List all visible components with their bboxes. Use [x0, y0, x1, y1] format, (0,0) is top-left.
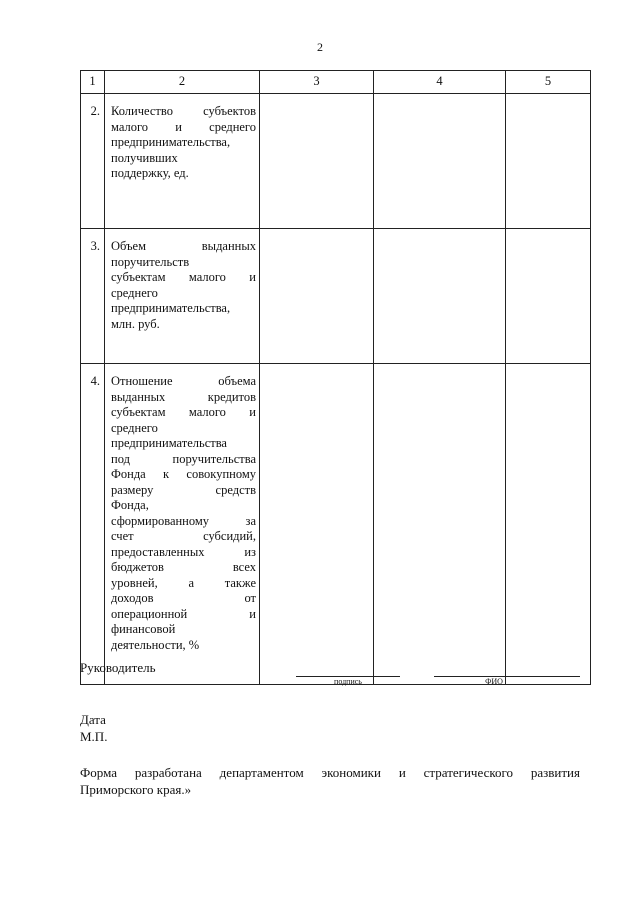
- note-line: Приморского края.»: [80, 782, 192, 797]
- form-note: [80, 764, 580, 798]
- value-cell: [506, 229, 591, 364]
- row-number: 2.: [81, 94, 105, 229]
- value-cell: [374, 364, 506, 685]
- description-line: бюджетов всех: [111, 560, 256, 574]
- fio-caption: ФИО: [485, 677, 503, 686]
- description-line: размеру средств: [111, 482, 256, 497]
- description-line: деятельности, %: [111, 637, 200, 652]
- description-line: уровней, а также: [111, 575, 256, 590]
- description-line: выданных кредитов: [111, 389, 256, 404]
- table-header-row: [81, 71, 591, 94]
- description-line: среднего: [111, 285, 158, 300]
- description-line: Фонда к совокупному: [111, 467, 256, 481]
- column-header: 2: [105, 71, 260, 94]
- description-line: Отношение объема: [111, 374, 256, 388]
- value-cell: [260, 229, 374, 364]
- indicator-description: [105, 229, 260, 364]
- description-line: получивших: [111, 150, 178, 165]
- description-line: предпринимательства,: [111, 301, 231, 315]
- signature-caption: подпись: [334, 677, 362, 686]
- description-line: млн. руб.: [111, 316, 160, 331]
- description-line: поддержку, ед.: [111, 166, 189, 180]
- description-line: субъектам малого и: [111, 270, 256, 284]
- value-cell: [506, 364, 591, 685]
- description-line: доходов от: [111, 591, 256, 605]
- column-header: 5: [506, 71, 591, 94]
- table-row: [81, 94, 591, 229]
- head-label: Руководитель: [80, 660, 156, 675]
- column-header: 4: [374, 71, 506, 94]
- description-line: субъектам малого и: [111, 405, 256, 419]
- row-number: 4.: [81, 364, 105, 685]
- description-line: предпринимательства,: [111, 135, 231, 149]
- table-row: [81, 364, 591, 685]
- description-line: малого и среднего: [111, 119, 256, 134]
- description-line: операционной и: [111, 606, 256, 621]
- value-cell: [374, 229, 506, 364]
- page-number: 2: [317, 40, 323, 54]
- description-line: под поручительства: [111, 451, 256, 466]
- description-line: финансовой: [111, 622, 176, 636]
- column-header: 3: [260, 71, 374, 94]
- row-number: 3.: [81, 229, 105, 364]
- value-cell: [260, 94, 374, 229]
- stamp-label: М.П.: [80, 729, 108, 744]
- table-row: [81, 229, 591, 364]
- note-line: Форма разработана департаментом экономики и стратегического развития: [80, 765, 580, 780]
- description-line: среднего: [111, 420, 158, 435]
- indicator-description: [105, 364, 260, 685]
- description-line: предпринимательства: [111, 436, 227, 450]
- description-line: Объем выданных: [111, 239, 256, 253]
- value-cell: [506, 94, 591, 229]
- indicator-description: [105, 94, 260, 229]
- value-cell: [374, 94, 506, 229]
- description-line: Количество субъектов: [111, 104, 256, 118]
- form-table: [80, 70, 591, 685]
- description-line: Фонда,: [111, 498, 149, 512]
- column-header: 1: [81, 71, 105, 94]
- value-cell: [260, 364, 374, 685]
- date-label: Дата: [80, 712, 106, 727]
- description-line: поручительств: [111, 254, 190, 269]
- description-line: счет субсидий,: [111, 529, 256, 543]
- description-line: предоставленных из: [111, 544, 256, 559]
- description-line: сформированному за: [111, 513, 256, 528]
